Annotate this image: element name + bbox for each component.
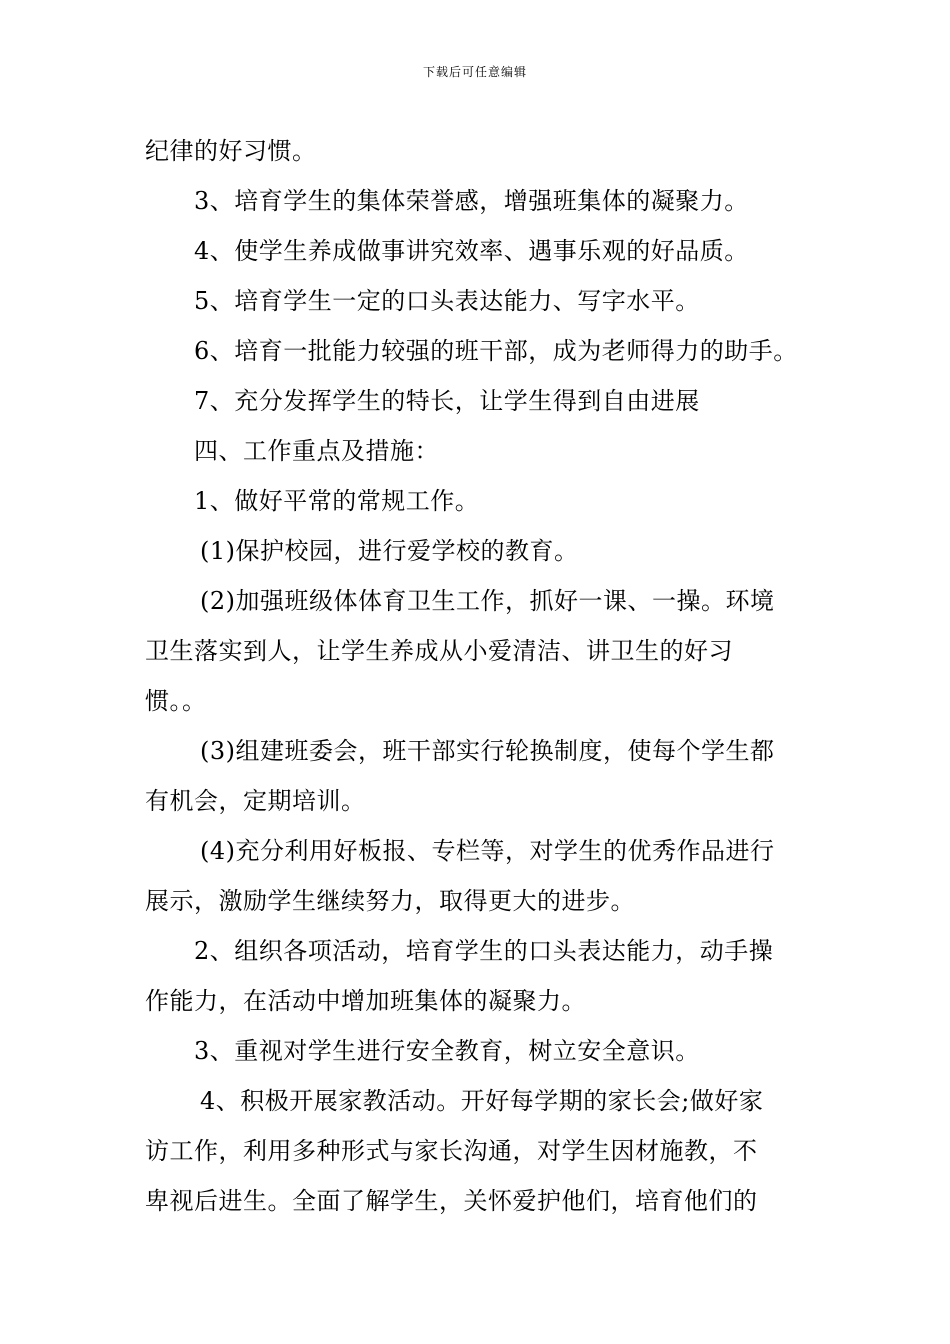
- text-line: 7、充分发挥学生的特长，让学生得到自由进展: [194, 387, 700, 415]
- text-line: 惯。。: [145, 687, 207, 715]
- text-line: 有机会，定期培训。: [145, 787, 366, 815]
- text-line: 访工作，利用多种形式与家长沟通，对学生因材施教，不: [145, 1137, 758, 1165]
- text-line: 卑视后进生。全面了解学生，关怀爱护他们，培育他们的: [145, 1187, 758, 1215]
- page-header: 下载后可任意编辑: [422, 65, 527, 79]
- text-line: 4、积极开展家教活动。开好每学期的家长会;做好家: [200, 1087, 764, 1115]
- text-line: (1)保护校园，进行爱学校的教育。: [200, 537, 579, 565]
- text-line: 4、使学生养成做事讲究效率、遇事乐观的好品质。: [194, 237, 749, 265]
- section-heading: 四、工作重点及措施：: [194, 437, 439, 465]
- document-body: [145, 126, 813, 1226]
- text-line: 2、组织各项活动，培育学生的口头表达能力，动手操: [194, 937, 774, 965]
- text-line: (4)充分利用好板报、专栏等，对学生的优秀作品进行: [200, 837, 775, 865]
- text-line: 作能力，在活动中增加班集体的凝聚力。: [145, 987, 586, 1015]
- text-line: 3、重视对学生进行安全教育，树立安全意识。: [194, 1037, 700, 1065]
- text-line: 展示，激励学生继续努力，取得更大的进步。: [145, 887, 635, 915]
- text-line: 6、培育一批能力较强的班干部，成为老师得力的助手。: [194, 337, 798, 365]
- text-line: (2)加强班级体体育卫生工作，抓好一课、一操。环境: [200, 587, 775, 615]
- text-line: 1、做好平常的常规工作。: [194, 487, 480, 515]
- text-line: 纪律的好习惯。: [145, 137, 317, 165]
- text-line: 5、培育学生一定的口头表达能力、写字水平。: [194, 287, 700, 315]
- text-line: (3)组建班委会，班干部实行轮换制度，使每个学生都: [200, 737, 775, 765]
- text-line: 3、培育学生的集体荣誉感，增强班集体的凝聚力。: [194, 187, 749, 215]
- text-line: 卫生落实到人，让学生养成从小爱清洁、讲卫生的好习: [145, 637, 733, 665]
